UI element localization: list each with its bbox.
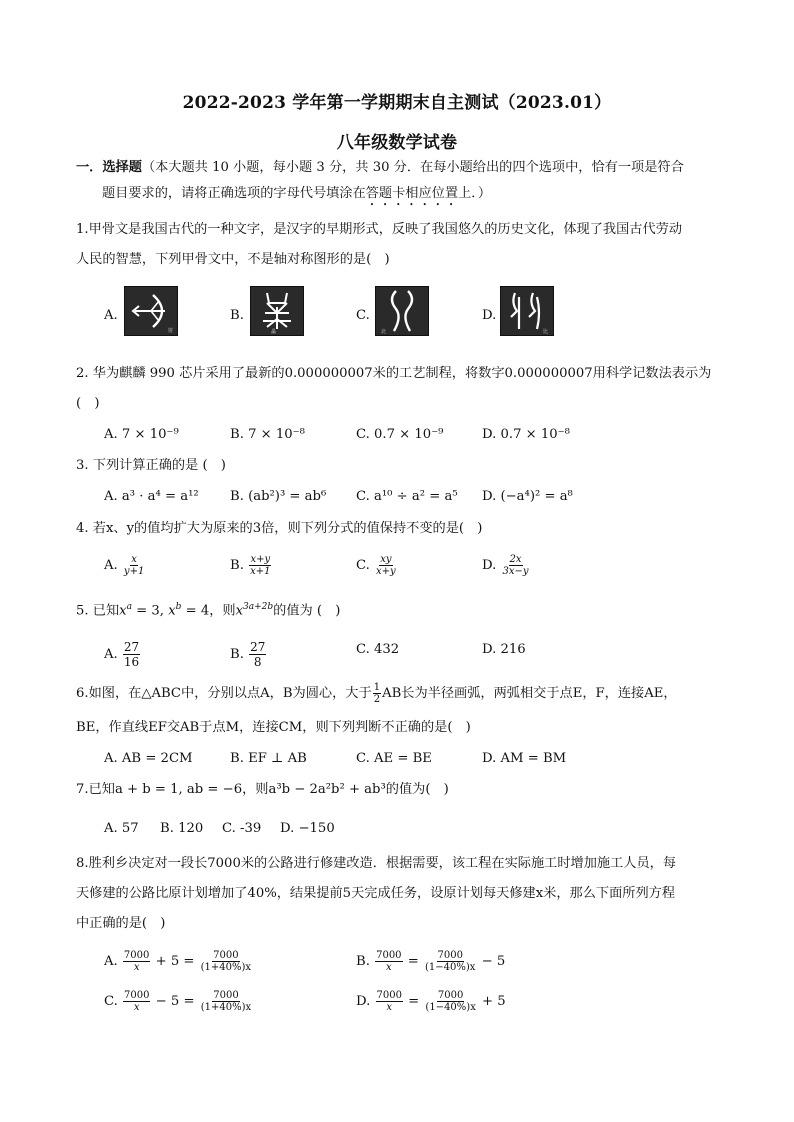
- q8-option-d-left-num: 7000: [376, 990, 402, 1001]
- q2-stem-line-1: 2. 华为麒麟 990 芯片采用了最新的0.000000007米的工艺制程，将数字0.000000007用科学记数法表示为: [76, 366, 712, 381]
- q3-option-a: A. a³ · a⁴ = a¹²: [104, 489, 199, 504]
- q4-option-b-label: B.: [230, 558, 244, 573]
- q1-stem-line-1: 1.甲骨文是我国古代的一种文字，是汉字的早期形式，反映了我国悠久的历史文化，体现了我国古代劳动: [76, 222, 683, 237]
- q5-stem-suffix: 的值为 ( ): [273, 603, 341, 619]
- oracle-bi-icon: [500, 286, 554, 336]
- q8-option-c-left-num: 7000: [124, 990, 150, 1001]
- q3-option-d: D. (−a⁴)² = a⁸: [482, 489, 573, 504]
- q8-option-d-mid: =: [408, 994, 420, 1009]
- q8-option-d-label: D.: [356, 994, 371, 1009]
- q6-half-fraction: [373, 682, 381, 705]
- oracle-fei-caption: 畾: [271, 329, 277, 335]
- q1-option-c-label: C.: [356, 308, 370, 323]
- q8-option-b-left-den: x: [386, 962, 392, 973]
- q5-var-x3: x: [235, 603, 244, 619]
- q7-option-a: A. 57: [104, 821, 139, 836]
- q6-stem-part-a: 6.如图，在△ABC中，分别以点A，B为圆心，大于: [76, 686, 372, 701]
- q8-option-b-right-num: 7000: [437, 950, 463, 961]
- q5-stem: [76, 597, 726, 621]
- q7-stem: 7.已知a + b = 1, ab = −6，则a³b − 2a²b² + ab³的值为( ): [76, 782, 449, 797]
- q8-option-b-left-num: 7000: [376, 950, 402, 961]
- q5-option-b: [230, 640, 267, 669]
- q1-stem-line-2: 人民的智慧，下列甲骨文中，不是轴对称图形的是( ): [76, 252, 390, 267]
- oracle-bei-icon: [375, 286, 429, 336]
- q5-option-c: [356, 640, 399, 660]
- q5-var-x1: x: [119, 603, 127, 619]
- q8-option-d-right-num: 7000: [437, 990, 464, 1001]
- q4-option-b: [230, 554, 272, 577]
- q5-option-c-label: C.: [356, 642, 370, 657]
- q6-stem-part-b: AB长为半径画弧，两弧相交于点E，F，连接AE，: [382, 686, 677, 701]
- q8-option-a-left-fraction: [123, 950, 150, 973]
- q5-exp-b: b: [175, 602, 182, 612]
- q4-option-d-fraction: [502, 554, 530, 577]
- q4-option-a: [104, 554, 146, 577]
- q5-option-b-fraction: [249, 640, 266, 669]
- q5-option-d: [482, 640, 526, 660]
- q6-stem-line-2: BE，作直线EF交AB于点M，连接CM，则下列判断不正确的是( ): [76, 720, 471, 735]
- q8-stem-line-1: 8.胜利乡决定对一段长7000米的公路进行修建改造．根据需要，该工程在实际施工时增加施工人员，每: [76, 856, 677, 871]
- q2-option-d: D. 0.7 × 10⁻⁸: [482, 427, 570, 442]
- q4-option-c-den: x+y: [376, 566, 396, 577]
- q6-option-b: B. EF ⊥ AB: [230, 751, 307, 766]
- q3-option-b: B. (ab²)³ = ab⁶: [230, 489, 327, 504]
- q7-option-c: C. -39: [222, 821, 262, 836]
- q5-exp-3a2b: 3a+2b: [243, 602, 274, 612]
- section-intro-line-2: [102, 184, 752, 209]
- q8-option-d-right-den: (1−40%)x: [425, 1002, 476, 1013]
- oracle-bei-caption: 北: [381, 329, 387, 335]
- q7-option-d: D. −150: [280, 821, 335, 836]
- oracle-she-caption: 射: [168, 328, 174, 334]
- q4-option-a-fraction: [123, 554, 145, 577]
- exam-subtitle: 八年级数学试卷: [336, 133, 458, 153]
- q8-option-d-left-fraction: [376, 990, 403, 1013]
- q8-option-d-tail: + 5: [482, 994, 506, 1009]
- q8-option-a-left-num: 7000: [123, 950, 150, 961]
- q5-option-a-fraction: [123, 640, 140, 669]
- q8-option-c-left-den: x: [133, 1002, 140, 1013]
- section-intro-text-2a: 题目要求的，请将正确选项的字母代号填涂在: [102, 186, 366, 201]
- section-intro-text-2c: 上．）: [458, 186, 492, 201]
- q5-var-x2: x: [168, 603, 176, 619]
- q3-stem: 3. 下列计算正确的是 ( ): [76, 458, 226, 473]
- q2-option-b: B. 7 × 10⁻⁸: [230, 427, 305, 442]
- q8-option-a-right-num: 7000: [213, 950, 239, 961]
- q8-option-b-mid: =: [407, 954, 419, 969]
- q8-option-c-mid: − 5 =: [155, 994, 195, 1009]
- q8-option-a: [104, 950, 253, 973]
- q4-option-b-den: x+1: [250, 566, 271, 577]
- q1-option-a-label: A.: [104, 308, 118, 323]
- q8-stem-line-3: 中正确的是( ): [76, 916, 166, 931]
- q8-option-c-right-fraction: [200, 990, 252, 1013]
- q5-option-d-value: 216: [500, 642, 526, 657]
- q4-option-d-den: 3x−y: [502, 566, 529, 577]
- q8-option-b: [356, 950, 505, 973]
- q5-option-c-value: 432: [374, 642, 400, 657]
- q8-option-c: [104, 990, 253, 1013]
- q5-eq-2: = 4，则: [181, 603, 236, 619]
- q8-option-b-tail: − 5: [481, 954, 506, 969]
- q4-option-d: [482, 554, 531, 577]
- q8-option-b-right-den: (1−40%)x: [425, 962, 476, 973]
- q4-option-d-num: 2x: [509, 554, 522, 565]
- q8-option-b-left-fraction: [375, 950, 402, 973]
- q5-option-a-den: 16: [123, 655, 140, 669]
- q4-option-c-label: C.: [356, 558, 370, 573]
- q7-option-b: B. 120: [160, 821, 204, 836]
- q5-stem-prefix: 5. 已知: [76, 603, 120, 619]
- q4-option-c: [356, 554, 398, 577]
- q3-option-c: C. a¹⁰ ÷ a² = a⁵: [356, 489, 458, 504]
- q5-eq-1: = 3,: [131, 603, 169, 619]
- q6-stem-line-1: [76, 682, 726, 705]
- q8-stem-line-2: 天修建的公路比原计划增加了40%，结果提前5天完成任务，设原计划每天修建x米，那么下面所列方程: [76, 886, 676, 901]
- oracle-she-icon: [124, 286, 178, 336]
- q4-option-a-den: y+1: [123, 566, 145, 577]
- q8-option-a-label: A.: [104, 954, 118, 969]
- q5-option-a: [104, 640, 141, 669]
- section-intro-emphasis: 答题卡相应位置: [365, 186, 459, 201]
- q8-option-d: [356, 990, 506, 1013]
- q4-option-c-fraction: [375, 554, 397, 577]
- q8-option-a-mid: + 5 =: [155, 954, 195, 969]
- oracle-bi-caption: 比: [543, 329, 549, 335]
- q6-half-num: 1: [373, 682, 381, 693]
- q2-stem-line-2: ( ): [76, 396, 100, 411]
- q4-option-d-label: D.: [482, 558, 497, 573]
- section-label: 一．选择题: [76, 160, 142, 175]
- q5-option-b-label: B.: [230, 647, 244, 662]
- q6-option-c: C. AE = BE: [356, 751, 432, 766]
- q2-option-a: A. 7 × 10⁻⁹: [104, 427, 179, 442]
- q1-option-b-label: B.: [230, 308, 244, 323]
- q8-option-a-right-fraction: [200, 950, 252, 973]
- q5-option-a-num: 27: [123, 640, 140, 654]
- q5-exp-a: a: [126, 602, 132, 612]
- q6-option-a: A. AB = 2CM: [104, 751, 193, 766]
- exam-title: 2022-2023 学年第一学期期末自主测试（2023.01）: [182, 93, 612, 113]
- q5-option-a-label: A.: [104, 647, 118, 662]
- oracle-fei-icon: [250, 286, 304, 336]
- q8-option-b-right-fraction: [424, 950, 476, 973]
- q1-option-d-label: D.: [482, 308, 497, 323]
- section-intro-line-1: [76, 158, 726, 178]
- q4-option-a-num: x: [131, 554, 137, 565]
- q6-option-d: D. AM = BM: [482, 751, 567, 766]
- q8-option-a-right-den: (1+40%)x: [200, 962, 252, 973]
- q4-option-b-fraction: [249, 554, 271, 577]
- q4-stem: 4. 若x、y的值均扩大为原来的3倍，则下列分式的值保持不变的是( ): [76, 521, 483, 536]
- q8-option-c-right-den: (1+40%)x: [200, 1002, 252, 1013]
- q8-option-b-label: B.: [356, 954, 370, 969]
- q5-option-d-label: D.: [482, 642, 497, 657]
- q5-option-b-den: 8: [253, 655, 262, 669]
- q6-half-den: 2: [373, 694, 381, 705]
- q2-option-c: C. 0.7 × 10⁻⁹: [356, 427, 444, 442]
- q8-option-a-left-den: x: [133, 962, 140, 973]
- q8-option-c-label: C.: [104, 994, 118, 1009]
- q4-option-b-num: x+y: [250, 554, 271, 565]
- q8-option-c-right-num: 7000: [213, 990, 239, 1001]
- q4-option-a-label: A.: [104, 558, 118, 573]
- section-intro-text-1: （本大题共 10 小题，每小题 3 分，共 30 分．在每小题给出的四个选项中，恰有一项是符合: [141, 160, 684, 175]
- q8-option-d-left-den: x: [386, 1002, 393, 1013]
- q8-option-d-right-fraction: [424, 990, 476, 1013]
- q4-option-c-num: xy: [380, 554, 392, 565]
- q8-option-c-left-fraction: [123, 990, 150, 1013]
- q5-option-b-num: 27: [250, 640, 266, 654]
